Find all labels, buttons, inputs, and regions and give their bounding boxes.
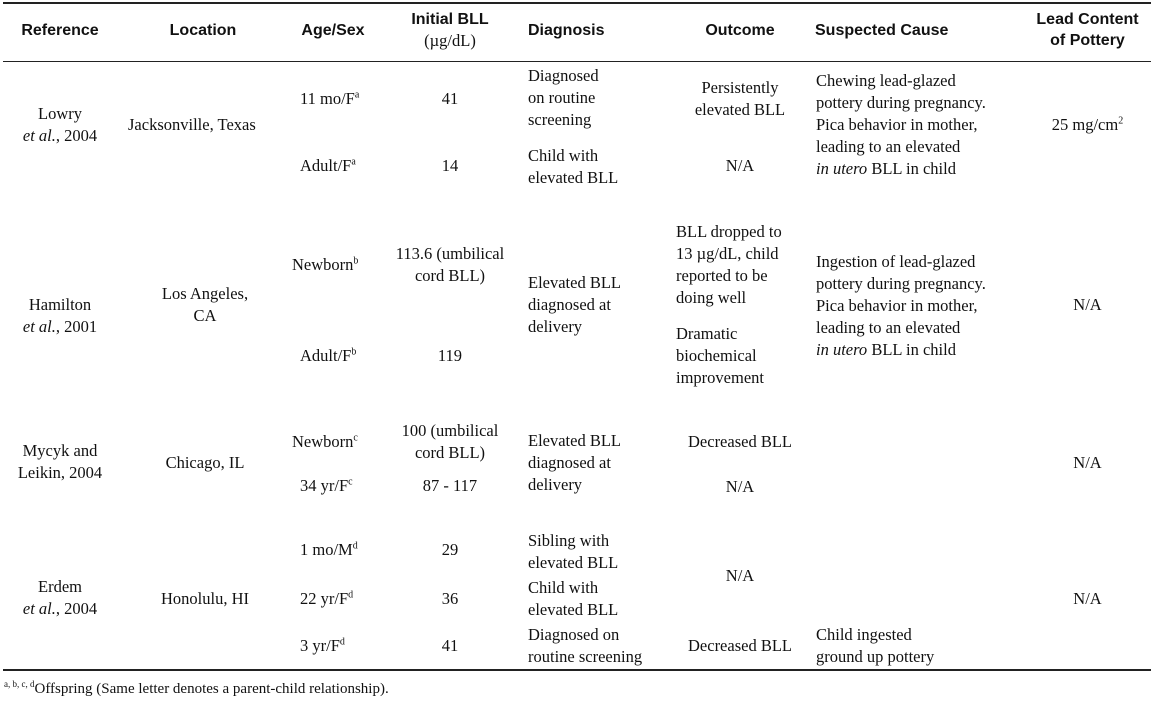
location-erdem: Honolulu, HI <box>161 589 249 608</box>
bll-mycyk-mother: 87 - 117 <box>422 476 478 495</box>
header-initial-bll: Initial BLL <box>411 11 489 28</box>
header-lead-content-line2: of Pottery <box>1050 32 1125 49</box>
header-rule <box>3 61 1151 62</box>
diag-mycyk: Elevated BLL diagnosed at delivery <box>528 431 622 494</box>
outcome-erdem-child: Decreased BLL <box>688 636 792 655</box>
age-erdem-mother: 22 $yr/F^d$ <box>300 589 354 608</box>
header-reference: Reference <box>21 22 99 39</box>
outcome-lowry-adult: N/A <box>725 156 755 175</box>
age-lowry-adult: Adult/$F^a$ <box>300 156 356 175</box>
age-mycyk-newborn: Newborn$^c$ <box>292 432 358 451</box>
lead-hamilton: N/A <box>1073 295 1102 314</box>
footnote-text: Offspring (Same letter denotes a parent-child relationship). <box>34 681 389 697</box>
lead-erdem: N/A <box>1073 589 1102 608</box>
lead-mycyk: N/A <box>1073 453 1102 472</box>
age-erdem-infant: 1 $mo/M^d$ <box>300 540 358 559</box>
bll-erdem-mother: 36 <box>441 589 459 608</box>
diag-erdem-mother: Child with elevated BLL <box>528 578 619 619</box>
diag-lowry-child: Diagnosed on routine screening <box>528 66 599 129</box>
age-lowry-child: 11 $mo/F^a$ <box>300 89 360 108</box>
age-hamilton-newborn: Newborn$^b$ <box>292 255 359 274</box>
header-outcome: Outcome <box>705 22 775 39</box>
outcome-mycyk-mother: N/A <box>725 477 755 496</box>
location-hamilton: Los Angeles, CA <box>161 284 249 325</box>
outcome-hamilton-adult: Dramatic biochemical improvement <box>676 324 764 387</box>
header-location: Location <box>169 22 237 39</box>
outcome-hamilton-newborn: BLL dropped to 13 µg/dL, child reported to be doing well <box>676 222 782 307</box>
bll-erdem-infant: 29 <box>441 540 459 559</box>
location-lowry: Jacksonville, Texas <box>128 115 256 134</box>
table-top-rule <box>3 2 1151 4</box>
age-hamilton-adult: Adult/$F^b$ <box>300 346 357 365</box>
cause-lowry: Chewing lead-glazed pottery during pregnancy. Pica behavior in mother, leading to an elevated in utero BLL in child <box>816 71 986 178</box>
cause-hamilton: Ingestion of lead-glazed pottery during pregnancy. Pica behavior in mother, leading to an elevated in utero BLL in child <box>816 252 986 359</box>
ref-erdem: Erdem et al., 2004 <box>22 577 98 618</box>
age-erdem-child: 3 $yr/F^d$ <box>300 636 345 655</box>
outcome-lowry-child: Persistently elevated BLL <box>694 78 786 119</box>
age-mycyk-mother: 34 $yr/F^c$ <box>300 476 353 495</box>
bll-mycyk-newborn: 100 (umbilical cord BLL) <box>401 421 499 462</box>
diag-erdem-child: Diagnosed on routine screening <box>528 625 643 666</box>
outcome-mycyk-newborn: Decreased BLL <box>688 432 792 451</box>
lead-lowry: 25 $mg/cm^2$ <box>1051 115 1124 134</box>
bll-lowry-adult: 14 <box>441 156 459 175</box>
diag-lowry-adult: Child with elevated BLL <box>528 146 619 187</box>
diag-erdem-infant: Sibling with elevated BLL <box>528 531 619 572</box>
cause-erdem-child: Child ingested ground up pottery <box>816 625 935 666</box>
header-bll-unit: (µg/dL) <box>424 31 476 50</box>
bll-hamilton-newborn: 113.6 (umbilical cord BLL) <box>395 244 505 285</box>
header-age-sex: Age/Sex <box>301 22 365 39</box>
header-diagnosis: Diagnosis <box>528 22 605 39</box>
bll-hamilton-adult: 119 <box>437 346 463 365</box>
diag-hamilton: Elevated BLL diagnosed at delivery <box>528 273 622 336</box>
bll-lowry-child: 41 <box>441 89 459 108</box>
location-mycyk: Chicago, IL <box>165 453 245 472</box>
header-lead-content: Lead Content <box>1036 11 1139 28</box>
outcome-erdem-infant-mother: N/A <box>725 566 755 585</box>
table-bottom-rule <box>3 669 1151 671</box>
header-suspected-cause: Suspected Cause <box>815 22 949 39</box>
bll-erdem-child: 41 <box>441 636 459 655</box>
ref-mycyk: Mycyk and Leikin, 2004 <box>17 441 103 482</box>
table-footnote <box>4 680 389 698</box>
footnote-markers: a, b, c, d <box>4 679 35 689</box>
ref-lowry: Lowry et al., 2004 <box>22 104 98 145</box>
ref-hamilton: Hamilton et al., 2001 <box>22 295 98 336</box>
